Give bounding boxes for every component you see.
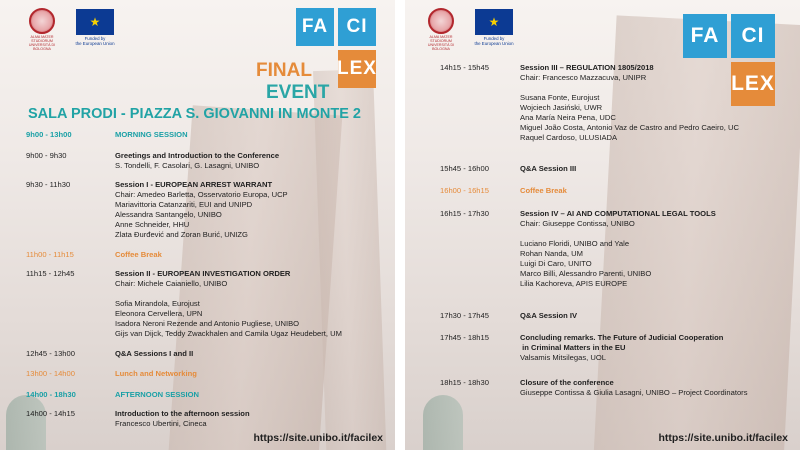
logo-block-ci: CI [731, 14, 775, 58]
eu-flag-icon: ★ [475, 9, 513, 35]
row-title: Lunch and Networking [115, 369, 197, 378]
row-line [115, 289, 390, 299]
row-line: Chair: Amedeo Barletta, Osservatorio Europa, UCP [115, 190, 288, 199]
row-time: 16h00 - 16h15 [440, 186, 489, 195]
row-title: Concluding remarks. The Future of Judicial Cooperation [520, 333, 724, 342]
event-heading: EVENT [266, 82, 330, 103]
row-line: Valsamis Mitsilegas, UOL [520, 353, 606, 362]
row-line: Eleonora Cervellera, UPN [115, 309, 203, 318]
row-line: Luciano Floridi, UNIBO and Yale [520, 239, 630, 248]
row-line: Raquel Cardoso, ULUSIADA [520, 133, 618, 142]
logo-block-fa: FA [683, 14, 727, 58]
row-line [520, 229, 795, 239]
row-title-continued: in Criminal Matters in the EU [520, 343, 626, 352]
row-title: Coffee Break [115, 250, 162, 259]
programme-panel-afternoon [405, 0, 800, 450]
website-link[interactable]: https://site.unibo.it/facilex [253, 432, 383, 444]
row-time: 12h45 - 13h00 [26, 349, 75, 358]
row-line: Isadora Neroni Rezende and Antonio Pugliese, UNIBO [115, 319, 300, 328]
row-time: 14h00 - 18h30 [26, 390, 76, 399]
row-time: 17h45 - 18h15 [440, 333, 489, 342]
row-title: Session IV – AI AND COMPUTATIONAL LEGAL TOOLS [520, 209, 716, 218]
logo-block-lex: LEX [731, 62, 775, 106]
row-title: MORNING SESSION [115, 130, 188, 139]
row-line [520, 83, 795, 93]
row-line: Miguel João Costa, Antonio Vaz de Castro and Pedro Caeiro, UC [520, 123, 739, 132]
row-line: Mariavittoria Catanzariti, EUI and UNIPD [115, 200, 253, 209]
row-line: Chair: Francesco Mazzacuva, UNIPR [520, 73, 647, 82]
row-title: Session I - EUROPEAN ARREST WARRANT [115, 180, 273, 189]
row-time: 17h30 - 17h45 [440, 311, 489, 320]
university-seal-logo: ALMA MATER STUDIORUM UNIVERSITÀ DI BOLOGNA [20, 8, 64, 52]
logo-block-fa: FA [296, 8, 334, 46]
row-title: Closure of the conference [520, 378, 614, 387]
row-line: Anne Schneider, HHU [115, 220, 190, 229]
row-time: 16h15 - 17h30 [440, 209, 489, 218]
row-time: 11h15 - 12h45 [26, 269, 75, 278]
row-time: 14h15 - 15h45 [440, 63, 489, 72]
seal-icon [428, 8, 454, 34]
row-title: AFTERNOON SESSION [115, 390, 199, 399]
logo-block-ci: CI [338, 8, 376, 46]
row-line: Susana Fonte, Eurojust [520, 93, 600, 102]
eu-flag-icon: ★ [76, 9, 114, 35]
row-title: Introduction to the afternoon session [115, 409, 250, 418]
row-time: 13h00 - 14h00 [26, 369, 75, 378]
logo-block-lex: LEX [338, 50, 376, 88]
row-time: 14h00 - 14h15 [26, 409, 75, 418]
row-line: Chair: Michele Caianiello, UNIBO [115, 279, 228, 288]
row-line: Gijs van Dijck, Teddy Zwackhalen and Camila Ugaz Heudebert, UM [115, 329, 342, 338]
row-time: 15h45 - 16h00 [440, 164, 489, 173]
row-line: Sofia Mirandola, Eurojust [115, 299, 200, 308]
website-link[interactable]: https://site.unibo.it/facilex [658, 432, 788, 444]
university-seal-logo: ALMA MATER STUDIORUM UNIVERSITÀ DI BOLOGNA [419, 8, 463, 52]
row-line: Zlata Đurđević and Zoran Burić, UNIZG [115, 230, 248, 239]
row-title: Q&A Session III [520, 164, 577, 173]
row-line: Giuseppe Contissa & Giulia Lasagni, UNIBO – Project Coordinators [520, 388, 748, 397]
row-line: Ana María Neira Pena, UDC [520, 113, 616, 122]
panel-divider [395, 0, 405, 450]
row-title: Session II - EUROPEAN INVESTIGATION ORDER [115, 269, 291, 278]
eu-funding-logo: ★ Funded by the European Union [471, 9, 517, 47]
row-time: 9h00 - 13h00 [26, 130, 72, 139]
eu-funding-logo: ★ Funded by the European Union [72, 9, 118, 47]
row-time: 18h15 - 18h30 [440, 378, 489, 387]
row-title: Greetings and Introduction to the Conference [115, 151, 280, 160]
row-line: Francesco Ubertini, Cineca [115, 419, 207, 428]
venue-heading: SALA PRODI - PIAZZA S. GIOVANNI IN MONTE 2 [28, 106, 361, 122]
row-line: S. Tondelli, F. Casolari, G. Lasagni, UNIBO [115, 161, 260, 170]
row-title: Q&A Session IV [520, 311, 578, 320]
programme-panel-morning [0, 0, 395, 450]
row-line: Wojciech Jasiński, UWR [520, 103, 603, 112]
row-line: Marco Billi, Alessandro Parenti, UNIBO [520, 269, 652, 278]
row-time: 9h00 - 9h30 [26, 151, 67, 160]
row-line: Alessandra Santangelo, UNIBO [115, 210, 222, 219]
row-title: Coffee Break [520, 186, 567, 195]
seal-icon [29, 8, 55, 34]
row-line: Chair: Giuseppe Contissa, UNIBO [520, 219, 635, 228]
row-time: 11h00 - 11h15 [26, 250, 74, 259]
row-line: Lilia Kachoreva, APIS EUROPE [520, 279, 628, 288]
row-title: Session III – REGULATION 1805/2018 [520, 63, 654, 72]
row-line: Rohan Nanda, UM [520, 249, 583, 258]
row-line: Luigi Di Caro, UNITO [520, 259, 592, 268]
row-time: 9h30 - 11h30 [26, 180, 71, 189]
row-title: Q&A Sessions I and II [115, 349, 194, 358]
final-heading: FINAL [256, 60, 312, 81]
